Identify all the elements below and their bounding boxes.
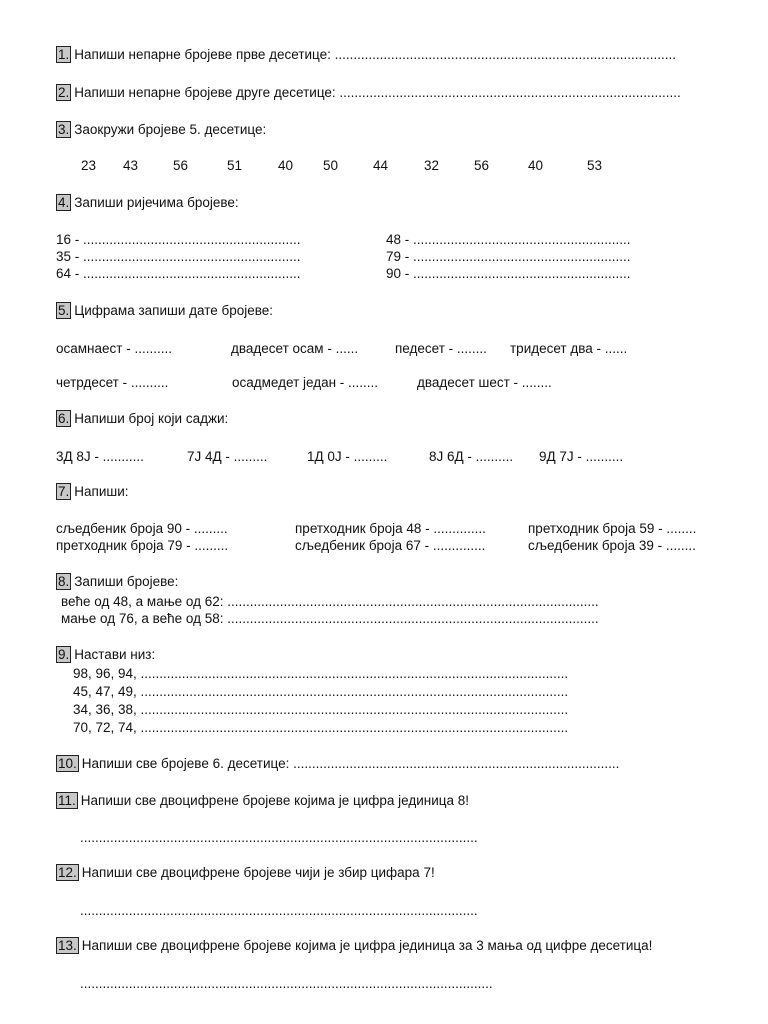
task-number: 9. [58,647,70,662]
answer-line: 1Д 0Ј - ......... [307,449,388,464]
answer-line: осадмедет један - ........ [232,375,379,390]
answer-line: 70, 72, 74, .................................................................................................................. [73,720,569,735]
answer-line: .............................................................................................................. [80,976,493,991]
answer-line: сљедбеник броја 67 - .............. [295,538,486,553]
number-item: 43 [123,158,139,173]
answer-line: 16 - .......................................................... [56,232,301,247]
task-8 [56,574,178,590]
task-number: 13. [58,938,77,953]
number-item: 44 [373,158,389,173]
answer-line: претходник броја 48 - .............. [295,521,486,536]
task-number: 10. [58,756,77,771]
task-number: 5. [58,303,70,318]
task-number: 4. [58,195,70,210]
answer-line: сљедбеник броја 90 - ......... [56,521,228,536]
task-6 [56,411,228,427]
number-item: 53 [587,158,603,173]
answer-line: 79 - .......................................................... [386,249,631,264]
task-10 [56,756,619,772]
task-11 [56,793,469,809]
task-number: 1. [58,47,70,62]
answer-line: .......................................................................................................... [80,903,478,918]
answer-line: .......................................................................................................... [80,830,478,845]
number-item: 50 [323,158,339,173]
task-text: Напиши све двоцифрене бројеве којима је цифра јединица 8! [80,793,470,808]
answer-line: 64 - .......................................................... [56,266,301,281]
task-text: Запиши ријечима бројеве: [74,195,239,210]
task-text: Напиши све двоцифрене бројеве чији је збир цифара 7! [81,865,435,880]
answer-line: 90 - .......................................................... [386,266,631,281]
number-item: 56 [474,158,490,173]
answer-line: 9Д 7Ј - .......... [539,449,624,464]
task-text: Напиши непарне бројеве друге десетице: ........................................................................................... [74,85,681,100]
number-item: 51 [227,158,243,173]
task-text: Напиши непарне бројеве прве десетице: ........................................................................................... [74,47,676,62]
task-5 [56,303,273,319]
number-item: 56 [173,158,189,173]
answer-line: педесет - ........ [395,341,487,356]
answer-line: осамнаест - .......... [56,341,172,356]
answer-line: двадесет осам - ...... [231,341,359,356]
task-4 [56,195,239,211]
answer-line: претходник броја 79 - ......... [56,538,229,553]
task-number: 3. [58,122,70,137]
answer-line: 35 - .......................................................... [56,249,301,264]
task-text: Настави низ: [74,647,156,662]
task-text: Цифрама запиши дате бројеве: [74,303,274,318]
number-item: 40 [278,158,294,173]
answer-line: 45, 47, 49, .................................................................................................................. [73,684,569,699]
task-12 [56,865,435,881]
task-1 [56,47,676,63]
answer-line: мање од 76, а веће од 58: ................................................................................................... [61,611,599,626]
answer-line: 48 - .......................................................... [386,232,631,247]
task-number: 2. [58,85,70,100]
answer-line: 7Ј 4Д - ......... [187,449,268,464]
task-text: Напиши све двоцифрене бројеве којима је цифра јединица за 3 мања од цифре десетица! [81,938,653,953]
answer-line: 34, 36, 38, .................................................................................................................. [73,702,569,717]
number-item: 40 [528,158,544,173]
task-text: Напиши број који саджи: [74,411,229,426]
task-3 [56,122,266,138]
task-text: Заокружи бројеве 5. десетице: [74,122,267,137]
task-number: 11. [58,793,76,808]
answer-line: тридесет два - ...... [510,341,628,356]
task-text: Напиши: [74,484,129,499]
task-9 [56,647,155,663]
task-number: 12. [58,865,77,880]
task-text: Запиши бројеве: [74,574,179,589]
task-7 [56,484,129,500]
answer-line: претходник броја 59 - ........ [528,521,697,536]
number-item: 32 [424,158,440,173]
answer-line: 3Д 8Ј - ........... [56,449,144,464]
task-number: 6. [58,411,70,426]
task-number: 7. [58,484,70,499]
answer-line: двадесет шест - ........ [417,375,552,390]
task-text: Напиши све бројеве 6. десетице: ....................................................................................... [81,756,620,771]
answer-line: веће од 48, а мање од 62: ................................................................................................... [61,594,599,609]
number-item: 23 [81,158,97,173]
answer-line: четрдесет - .......... [56,375,169,390]
task-number: 8. [58,574,70,589]
answer-line: 98, 96, 94, .................................................................................................................. [73,666,569,681]
answer-line: 8Ј 6Д - .......... [429,449,514,464]
answer-line: сљедбеник броја 39 - ........ [528,538,696,553]
task-2 [56,85,681,101]
task-13 [56,938,652,954]
